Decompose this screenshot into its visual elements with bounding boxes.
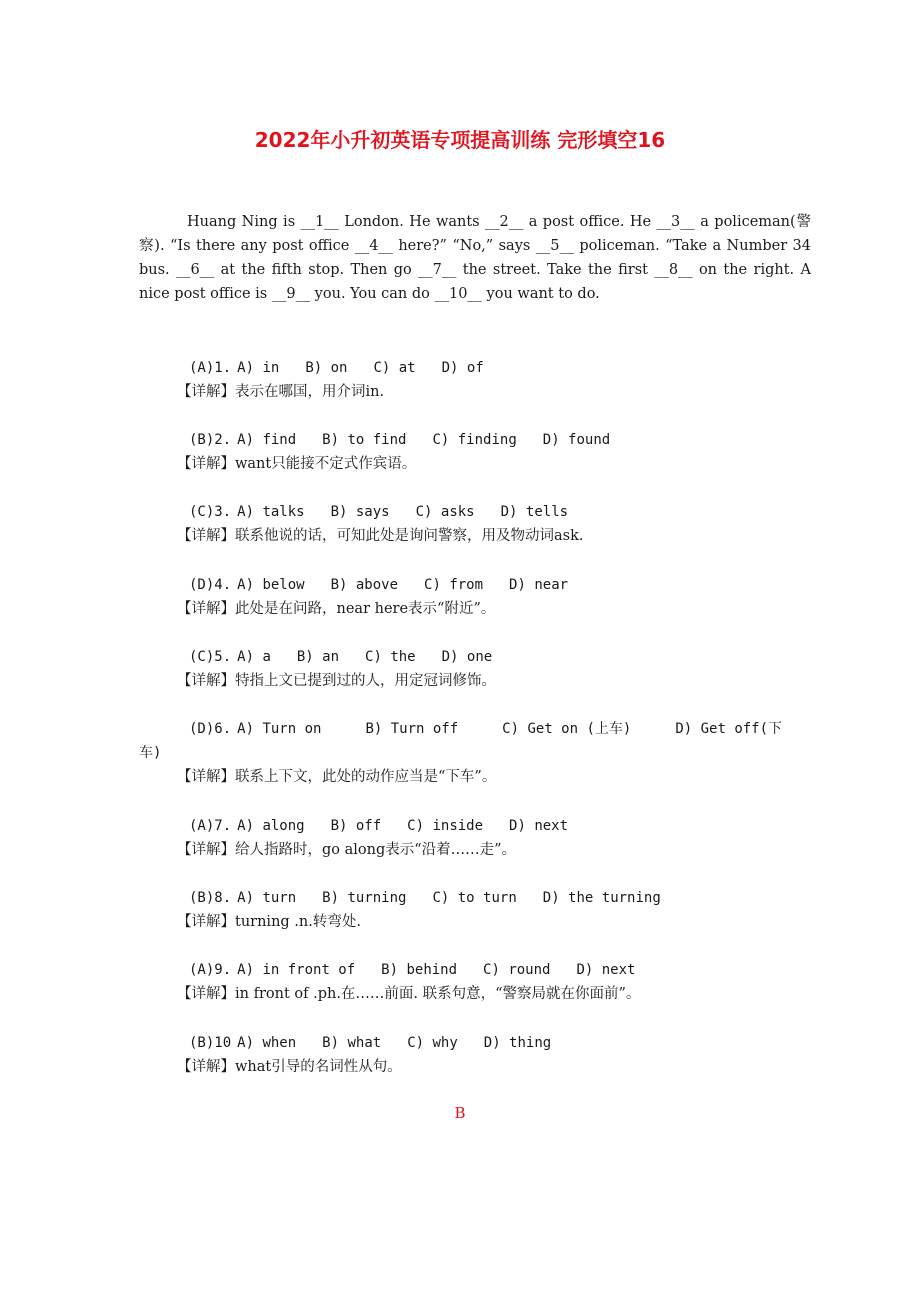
question-item: [139, 1031, 811, 1079]
option-d: D) found: [542, 432, 611, 448]
option-c: C) finding: [432, 432, 517, 448]
option-c: C) asks: [415, 504, 475, 520]
question-options-line: [139, 645, 811, 669]
option-d: D) near: [509, 577, 569, 593]
option-d: D) the turning: [542, 890, 661, 906]
option-c: C) the: [365, 649, 416, 665]
option-c: C) Get on (上车): [502, 721, 632, 737]
question-options-line: [139, 1031, 811, 1055]
option-a: A) find: [237, 432, 297, 448]
option-a: A) turn: [237, 890, 297, 906]
question-number: (A)7.: [189, 818, 232, 834]
option-c: C) at: [373, 360, 416, 376]
option-a: A) below: [237, 577, 305, 593]
question-item: [139, 356, 811, 404]
question-options-line: [139, 428, 811, 452]
question-number: (A)9.: [189, 962, 232, 978]
option-b: B) off: [330, 818, 382, 834]
option-a: A) Turn on: [237, 721, 322, 737]
option-d: D) one: [441, 649, 493, 665]
question-item: [139, 428, 811, 476]
question-item: [139, 573, 811, 621]
option-b: B) turning: [322, 890, 407, 906]
question-options-line: [139, 500, 811, 524]
option-c: C) why: [407, 1035, 458, 1051]
question-item: [139, 717, 811, 789]
explanation: 【详解】此处是在问路，near here表示“附近”。: [177, 601, 496, 617]
option-b: B) to find: [322, 432, 407, 448]
question-options-line: [139, 573, 811, 597]
option-b: B) an: [296, 649, 340, 665]
option-a: A) along: [237, 818, 305, 834]
question-options-line: [139, 886, 811, 910]
explanation: 【详解】want只能接不定式作宾语。: [177, 456, 417, 472]
explanation: 【详解】in front of .ph.在……前面. 联系句意，“警察局就在你面前”。: [177, 986, 641, 1002]
option-a: A) in: [237, 360, 280, 376]
explanation: 【详解】联系上下文，此处的动作应当是“下车”。: [177, 769, 497, 785]
explanation: 【详解】特指上文已提到过的人，用定冠词修饰。: [177, 673, 496, 689]
option-a: A) a: [237, 649, 271, 665]
question-number: (B)8.: [189, 890, 232, 906]
option-b: B) behind: [381, 962, 458, 978]
option-b: B) what: [322, 1035, 382, 1051]
explanation: 【详解】联系他说的话，可知此处是询问警察，用及物动词ask.: [177, 528, 584, 544]
question-options-line: [139, 958, 811, 982]
option-b: B) Turn off: [365, 721, 459, 737]
option-c: C) round: [483, 962, 551, 978]
question-number: (C)5.: [189, 649, 232, 665]
question-number: (C)3.: [189, 504, 232, 520]
option-c: C) from: [424, 577, 484, 593]
explanation: 【详解】what引导的名词性从句。: [177, 1059, 402, 1075]
option-d: D) thing: [483, 1035, 552, 1051]
question-item: [139, 645, 811, 693]
option-d: D) next: [509, 818, 569, 834]
option-d: D) Get off(下车): [139, 721, 783, 761]
option-c: C) to turn: [432, 890, 517, 906]
footer-letter: B: [454, 1104, 466, 1122]
option-a: A) in front of: [237, 962, 356, 978]
question-item: [139, 500, 811, 548]
question-number: (D)4.: [189, 577, 232, 593]
option-a: A) talks: [237, 504, 305, 520]
option-d: D) tells: [500, 504, 569, 520]
option-d: D) next: [576, 962, 636, 978]
question-number: (A)1.: [189, 360, 232, 376]
question-number: (B)10: [189, 1035, 232, 1051]
option-a: A) when: [237, 1035, 297, 1051]
explanation: 【详解】turning .n.转弯处.: [177, 914, 361, 930]
question-item: [139, 958, 811, 1006]
explanation: 【详解】给人指路时，go along表示“沿着……走”。: [177, 842, 517, 858]
question-item: [139, 814, 811, 862]
cloze-passage: Huang Ning is __1__ London. He wants __2__ a post office. He __3__ a policeman(警察). “Is there any post office __4__ here?” “No,” says __5__ policeman. “Take a Number 34 bus. __6__ at the fifth stop. Then go __7__ the street. Take the first __8__ on the right. A nice post office is __9__ you. You can do __10__ you want to do.: [139, 214, 811, 302]
question-number: (D)6.: [189, 721, 232, 737]
explanation: 【详解】表示在哪国，用介词in.: [177, 384, 385, 400]
question-options-line: [139, 717, 811, 765]
question-options-line: [139, 356, 811, 380]
question-options-line: [139, 814, 811, 838]
option-b: B) says: [330, 504, 390, 520]
page-title: 2022年小升初英语专项提高训练 完形填空16: [254, 128, 666, 152]
option-b: B) on: [305, 360, 348, 376]
option-c: C) inside: [407, 818, 484, 834]
option-b: B) above: [330, 577, 399, 593]
option-d: D) of: [441, 360, 484, 376]
question-item: [139, 886, 811, 934]
question-number: (B)2.: [189, 432, 232, 448]
